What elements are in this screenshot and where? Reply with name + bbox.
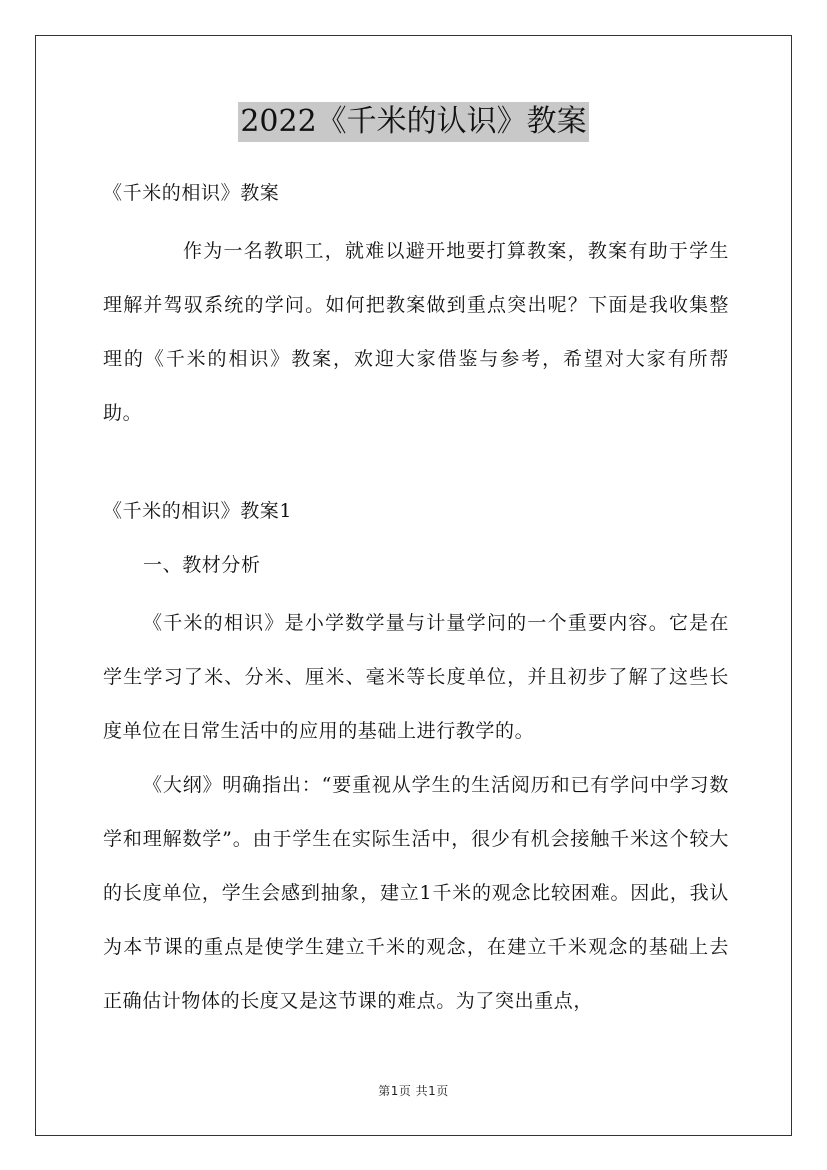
document-body — [103, 170, 729, 1028]
title-container — [0, 102, 827, 142]
intro-paragraph: 作为一名教职工，就难以避开地要打算教案，教案有助于学生理解并驾驭系统的学问。如何把教案做到重点突出呢？下面是我收集整理的《千米的相识》教案，欢迎大家借鉴与参考，希望对大家有所帮助。 — [103, 240, 729, 424]
page-footer: 第1页 共1页 — [378, 1084, 449, 1098]
section-title: 《千米的相识》教案1 — [103, 500, 293, 522]
section-gap — [103, 440, 729, 488]
subtitle: 《千米的相识》教案 — [103, 182, 280, 204]
heading-textbook-analysis: 一、教材分析 — [143, 554, 261, 576]
document-title: 2022《千米的认识》教案 — [238, 102, 588, 142]
paragraph-1: 《千米的相识》是小学数学量与计量学问的一个重要内容。它是在学生学习了米、分米、厘米、毫米等长度单位，并且初步了解了这些长度单位在日常生活中的应用的基础上进行教学的。 — [103, 612, 729, 742]
paragraph-2: 《大纲》明确指出：“要重视从学生的生活阅历和已有学问中学习数学和理解数学”。由于学生在实际生活中，很少有机会接触千米这个较大的长度单位，学生会感到抽象，建立1千米的观念比较困难。因此，我认为本节课的重点是使学生建立千米的观念，在建立千米观念的基础上去正确估计物体的长度又是这节课的难点。为了突出重点， — [103, 774, 729, 1012]
